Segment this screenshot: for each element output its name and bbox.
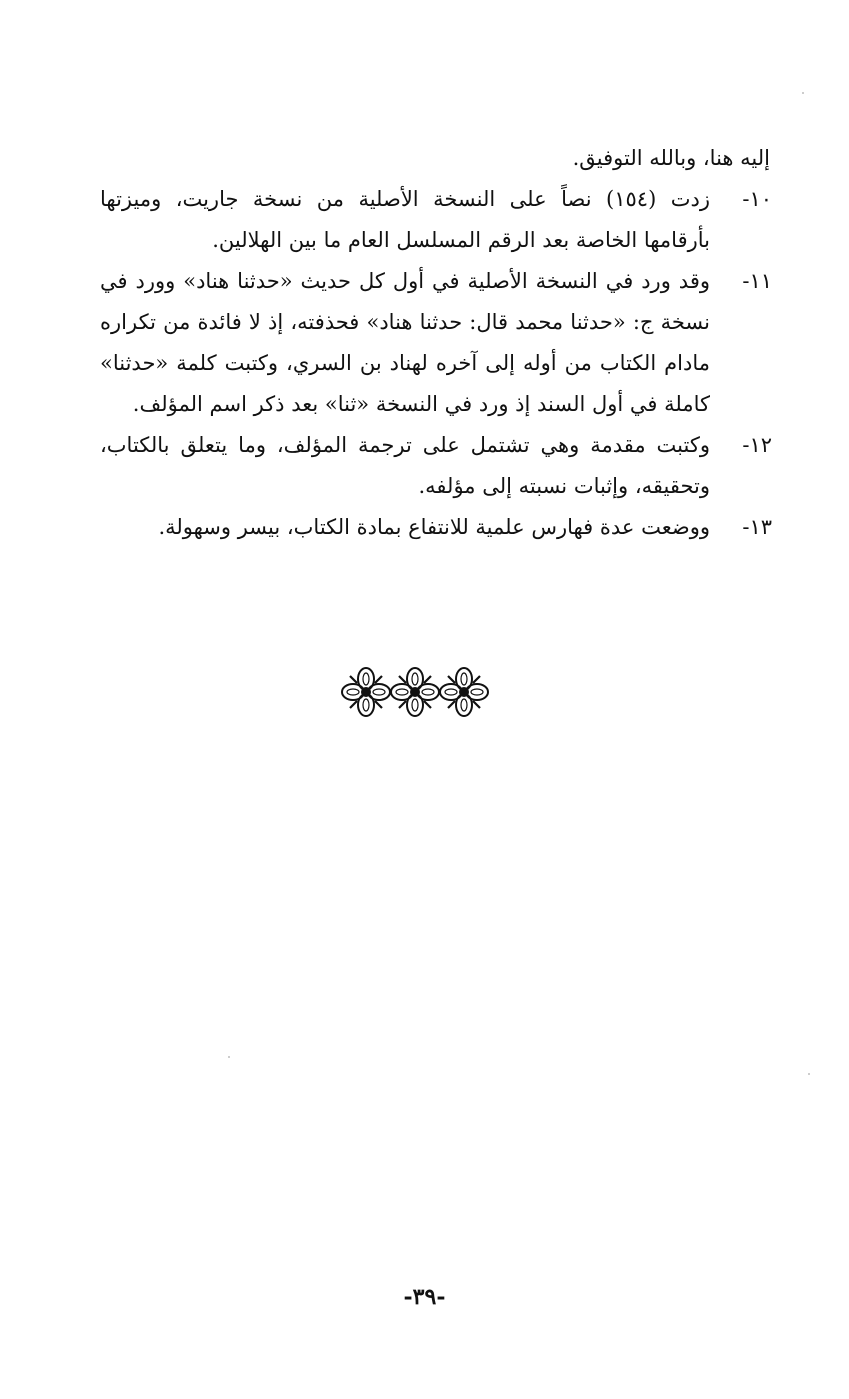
continuation-line: إليه هنا، وبالله التوفيق. (572, 146, 770, 170)
list-item (100, 261, 770, 425)
triple-flower-ornament-icon (339, 664, 491, 720)
scan-speck (228, 1056, 230, 1058)
item-number: ١٢- (742, 433, 772, 457)
item-number: ١٣- (742, 515, 772, 539)
item-text: وكتبت مقدمة وهي تشتمل على ترجمة المؤلف، وما يتعلق بالكتاب، وتحقيقه، وإثبات نسبته إلى مؤلفه. (100, 433, 710, 498)
item-text: وقد ورد في النسخة الأصلية في أول كل حديث «حدثنا هناد» وورد في نسخة ج: «حدثنا محمد قال: حدثنا هناد» فحذفته، إذ لا فائدة من تكراره مادام الكتاب من أوله إلى آخره لهناد بن السري، وكتبت كلمة «حدثنا» كاملة في أول السند إذ ورد في النسخة «ثنا» بعد ذكر اسم المؤلف. (100, 269, 710, 416)
list-item (100, 179, 770, 261)
item-text: زدت (١٥٤) نصاً على النسخة الأصلية من نسخة جاريت، وميزتها بأرقامها الخاصة بعد الرقم المسلسل العام ما بين الهلالين. (100, 187, 710, 252)
scan-speck (802, 92, 804, 94)
list-item (100, 425, 770, 507)
item-number: ١٠- (742, 187, 772, 211)
page-body (100, 138, 770, 548)
scan-speck (808, 1073, 810, 1075)
item-text: ووضعت عدة فهارس علمية للانتفاع بمادة الكتاب، بيسر وسهولة. (158, 515, 710, 539)
list-item (100, 507, 770, 548)
page-number: -٣٩- (403, 1284, 446, 1310)
item-number: ١١- (742, 269, 772, 293)
